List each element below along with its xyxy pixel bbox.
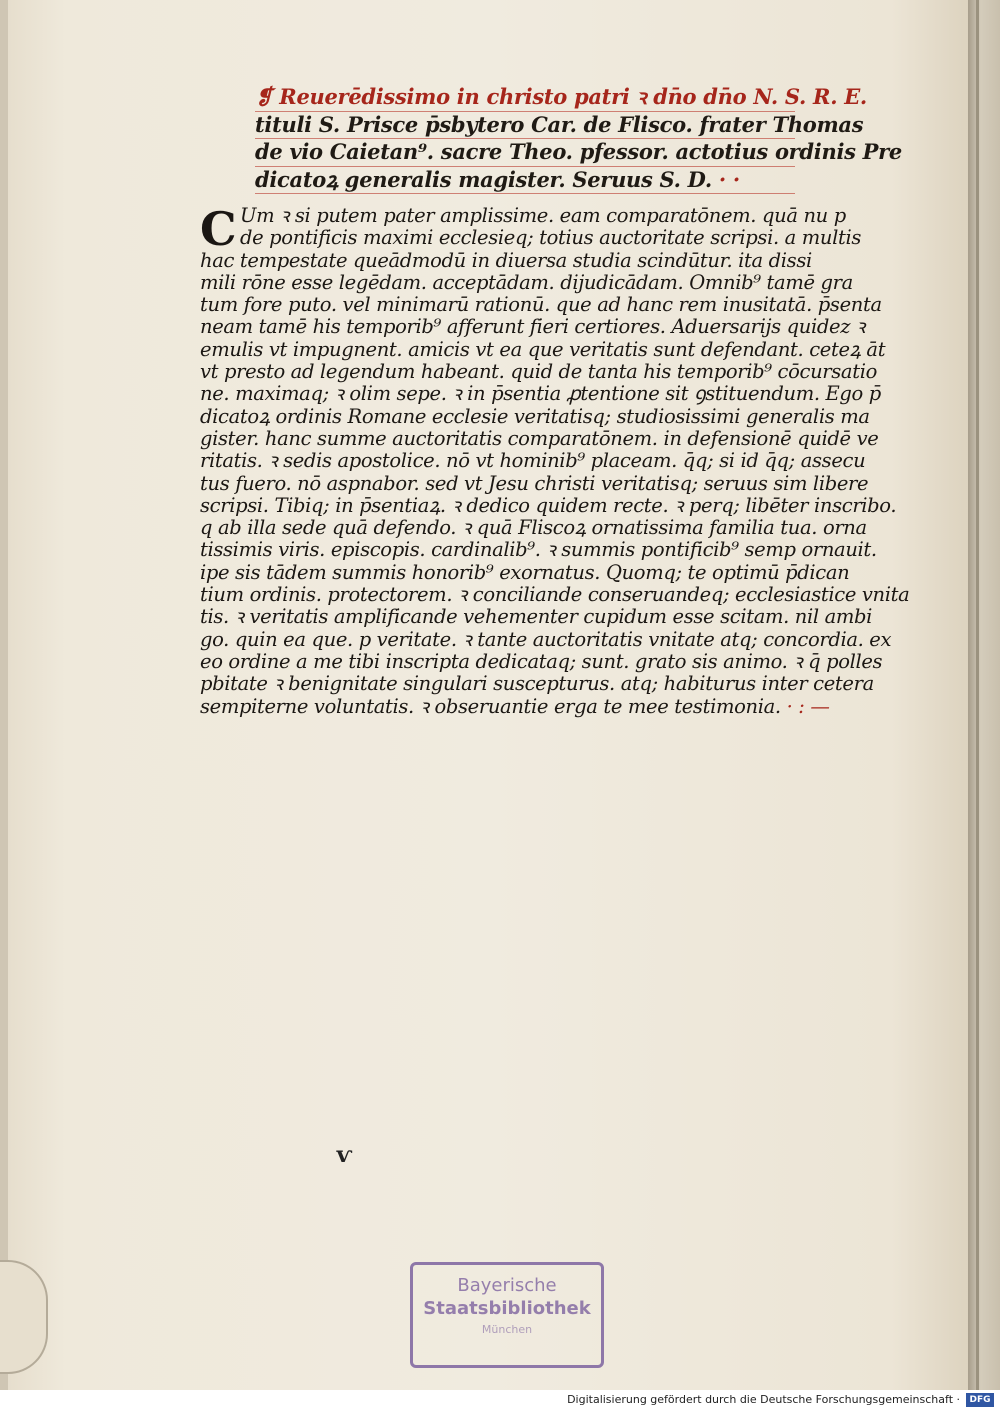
body-line: ne. maximaq; ꝛ olim sepe. ꝛ in p̄sentia ꝓtentione sit ꝯstituendum. Ego p̄ (200, 382, 881, 406)
body-line: pbitate ꝛ benignitate singulari suscepturus. atq; habiturus inter cetera (200, 672, 874, 696)
body-line-last (200, 696, 830, 718)
body-line: Um ꝛ si putem pater amplissime. eam comparatōnem. quā nu p (240, 204, 846, 227)
book-clamp (0, 1260, 48, 1374)
body-line: de pontificis maximi ecclesieq; totius auctoritate scripsi. a multis (240, 226, 862, 250)
heading-line-text: dicatoꝝ generalis magister. Seruus S. D. (255, 166, 712, 192)
body-line: tum fore puto. vel minimarū rationū. que ad hanc rem inusitatā. p̄senta (200, 293, 882, 317)
stamp-line-3: München (481, 1323, 533, 1336)
body-line: vt presto ad legendum habeant. quid de tanta his temporib⁹ cōcursatio (200, 360, 877, 384)
body-line: tis. ꝛ veritatis amplificande vehementer cupidum esse scitam. nil ambi (200, 605, 873, 629)
body-line: ipe sis tādem summis honorib⁹ exornatus. Quomq; te optimū p̄dican (200, 560, 850, 584)
body-line: emulis vt impugnent. amicis vt ea que veritatis sunt defendant. ceteꝝ āt (200, 337, 886, 361)
binding-strip (968, 0, 1000, 1390)
heading-line: tituli S. Prisce p̄sbytero Car. de Flisco. frater Thomas (255, 112, 795, 140)
body-line: mili rōne esse legēdam. acceptādam. dijudicādam. Omnib⁹ tamē gra (200, 270, 853, 294)
body-line: ritatis. ꝛ sedis apostolice. nō vt hominib⁹ placeam. q̄q; si id q̄q; assecu (200, 449, 866, 473)
body-line: scripsi. Tibiq; in p̄sentiaꝝ. ꝛ dedico quidem recte. ꝛ perq; libēter inscribo. (200, 493, 897, 517)
body-line: tus fuero. nō aspnabor. sed vt Jesu christi veritatisq; seruus sim libere (200, 471, 869, 495)
body-line: tium ordinis. protectorem. ꝛ conciliande conseruandeq; ecclesiastice vnita (200, 583, 910, 607)
body-line: dicatoꝝ ordinis Romane ecclesie veritatisq; studiosissimi generalis ma (200, 404, 870, 428)
stamp-line-2: Staatsbibliothek (423, 1298, 591, 1319)
heading-ornament: · · (718, 166, 740, 192)
dfg-logo-icon[interactable]: DFG (966, 1393, 994, 1407)
body-line: neam tamē his temporib⁹ afferunt fieri certiores. Aduersarijs quidez ꝛ (200, 315, 865, 339)
body-line: go. quin ea que. p veritate. ꝛ tante auctoritatis vnitate atq; concordia. ex (200, 627, 892, 651)
footer-bar (0, 1390, 1000, 1411)
heading-line-text: ❡ Reuerēdissimo in christo patri ꝛ dn̄o dn̄o N. S. R. E. (255, 84, 867, 109)
library-stamp (410, 1262, 604, 1368)
end-ornament: · : — (786, 694, 830, 718)
heading-line (255, 167, 795, 195)
binding-spine-line (976, 0, 979, 1390)
decorated-initial: C (200, 202, 237, 256)
stamp-line-1: Bayerische (457, 1275, 557, 1296)
body-line: q ab illa sede quā defendo. ꝛ quā Fliscoꝝ ornatissima familia tua. orna (200, 516, 867, 540)
body-line: eo ordine a me tibi inscripta dedicataq; sunt. grato sis animo. ꝛ q̄ polles (200, 649, 883, 673)
body-line: hac tempestate queādmodū in diuersa studia scindūtur. ita dissi (200, 248, 812, 272)
dedication-heading (255, 84, 902, 194)
signature-mark: ѵ (336, 1142, 353, 1168)
heading-line (255, 84, 867, 112)
dedication-body (200, 202, 910, 718)
heading-line: de vio Caietan⁹. sacre Theo. pfessor. actotius ordinis Pre (255, 139, 795, 167)
body-line-text: sempiterne voluntatis. ꝛ obseruantie erga te mee testimonia. (200, 694, 781, 718)
body-line: tissimis viris. episcopis. cardinalib⁹. ꝛ summis pontificib⁹ semp ornauit. (200, 538, 877, 562)
body-line: gister. hanc summe auctoritatis comparatōnem. in defensionē quidē ve (200, 426, 879, 450)
funding-credit: Digitalisierung gefördert durch die Deutsche Forschungsgemeinschaft · (567, 1393, 960, 1406)
